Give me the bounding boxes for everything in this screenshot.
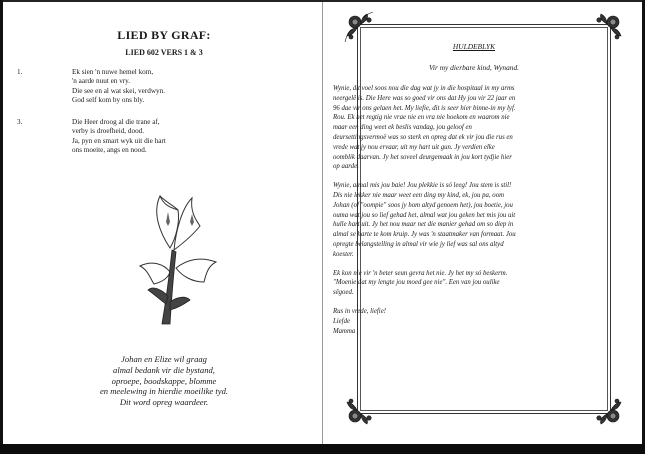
thanks-line: almal bedank vir die bystand, <box>113 364 215 375</box>
hymn-heading: LIED BY GRAF: <box>117 28 211 42</box>
para-line: opregte belangstelling in almal vir wie jy lief was sal ons altyd <box>333 240 504 248</box>
para-line: 96 dae vir ons gelaen het. My liefie, dit is seer hier binne-in my lyf. <box>333 104 516 112</box>
tribute-paragraph-3 <box>333 269 615 298</box>
left-page <box>6 2 322 444</box>
signoff-line: Liefde <box>333 317 350 325</box>
right-page <box>323 2 642 444</box>
scan-edge-left <box>0 0 3 454</box>
para-line: Dis nie lekker nie maar weet een ding my kind, ek, jou pa, oom <box>333 191 505 199</box>
thanks-line: Johan en Elize wil graag <box>121 354 207 364</box>
verse-line: 'n aarde nuut en vry. <box>72 77 131 86</box>
rose-corner-icon <box>343 394 377 428</box>
para-line: Rou. Ek het regtig nie vrae nie en vra nie hoekom en waarom nie <box>333 114 510 122</box>
verse-3 <box>17 118 166 156</box>
verse-line: God self kom by ons bly. <box>72 96 145 105</box>
para-line: Wynie, dit voel soos nou die dag wat jy in die hospitaal in my arms <box>333 85 515 92</box>
verse-line: Ja, pyn en smart wyk uit die hart <box>72 136 166 145</box>
verse-number: 3. <box>17 118 23 126</box>
para-line: vrede wat jy nou ervaar, uit my hart uit gun. Jy verdien elke <box>333 143 495 151</box>
para-line: oomblik daarvan. Jy het soveel deurgemaak in jou kort tydjie hier <box>333 153 512 161</box>
hymn-subtitle: LIED 602 VERS 1 & 3 <box>125 48 203 57</box>
para-line: almal se harte te kom kruip. Jy was 'n staatmaker van formaat. Jou <box>333 231 516 239</box>
tribute-signoff <box>333 307 615 336</box>
para-line: Wynie, almal mis jou baie! Jou plekkie is só leeg! Jou stem is stil! <box>333 182 512 190</box>
thanks-line: oproepe, boodskappe, blomme <box>111 375 217 386</box>
rose-corner-icon <box>591 394 625 428</box>
para-line: deursettingsvermoë was so sterk en opreg dat ek vir jou die rus en <box>333 133 513 141</box>
tribute-title: HULDEBLYK <box>452 42 496 51</box>
signoff-line: Mamma <box>333 327 356 335</box>
verse-line: Ek sien 'n nuwe hemel kom, <box>72 68 154 76</box>
thanks-line: Dit word opreg waardeer. <box>119 397 209 408</box>
para-line: op aarde. <box>333 163 359 171</box>
calla-lily-icon <box>130 178 220 328</box>
para-line: ouma wat jou so lief gehad het, almal wat jou geken het mis jou uit <box>333 211 516 219</box>
verse-line: verby is droefheid, dood. <box>72 127 145 136</box>
verse-line: Die see en al wat skei, verdwyn. <box>72 86 166 95</box>
verse-line: Die Heer droog al die trane af, <box>72 118 160 126</box>
para-line: neergelê is. Die Here was so goed vir ons dat Hy jou vir 22 jaar en <box>333 94 516 102</box>
tribute-paragraph-2 <box>333 181 615 259</box>
verse-1 <box>17 68 166 106</box>
tribute-paragraph-1 <box>333 84 615 172</box>
thank-you-note <box>6 354 322 408</box>
tribute-text <box>333 28 615 336</box>
para-line: maar een ding weet ek beslis vandag, jou geloof en <box>333 124 472 132</box>
para-line: koester. <box>333 250 354 258</box>
para-line: Johan (of "oompie" soos jy hom altyd genoem het), jou boetie, jou <box>333 201 513 209</box>
para-line: hulle hart uit. Jy het nou maar net die manier gehad om so diep in <box>333 221 514 229</box>
scan-edge-bottom <box>0 444 645 454</box>
para-line: Ek kon nie vir 'n beter seun gevra het nie. Jy het my só beskerm. <box>333 269 508 277</box>
thanks-line: en meelewing in hierdie moeilike tyd. <box>99 386 229 397</box>
verse-line: ons moeite, angs en nood. <box>72 146 147 155</box>
verse-number: 1. <box>17 68 23 76</box>
para-line: "Moenie dat my lengte jou moed gee nie". Een van jou oulike <box>333 279 500 287</box>
para-line: sêgoed. <box>333 289 354 297</box>
signoff-line: Rus in vrede, liefie! <box>333 307 386 315</box>
tribute-dedication: Vir my dierbare kind, Wynand. <box>428 63 520 72</box>
